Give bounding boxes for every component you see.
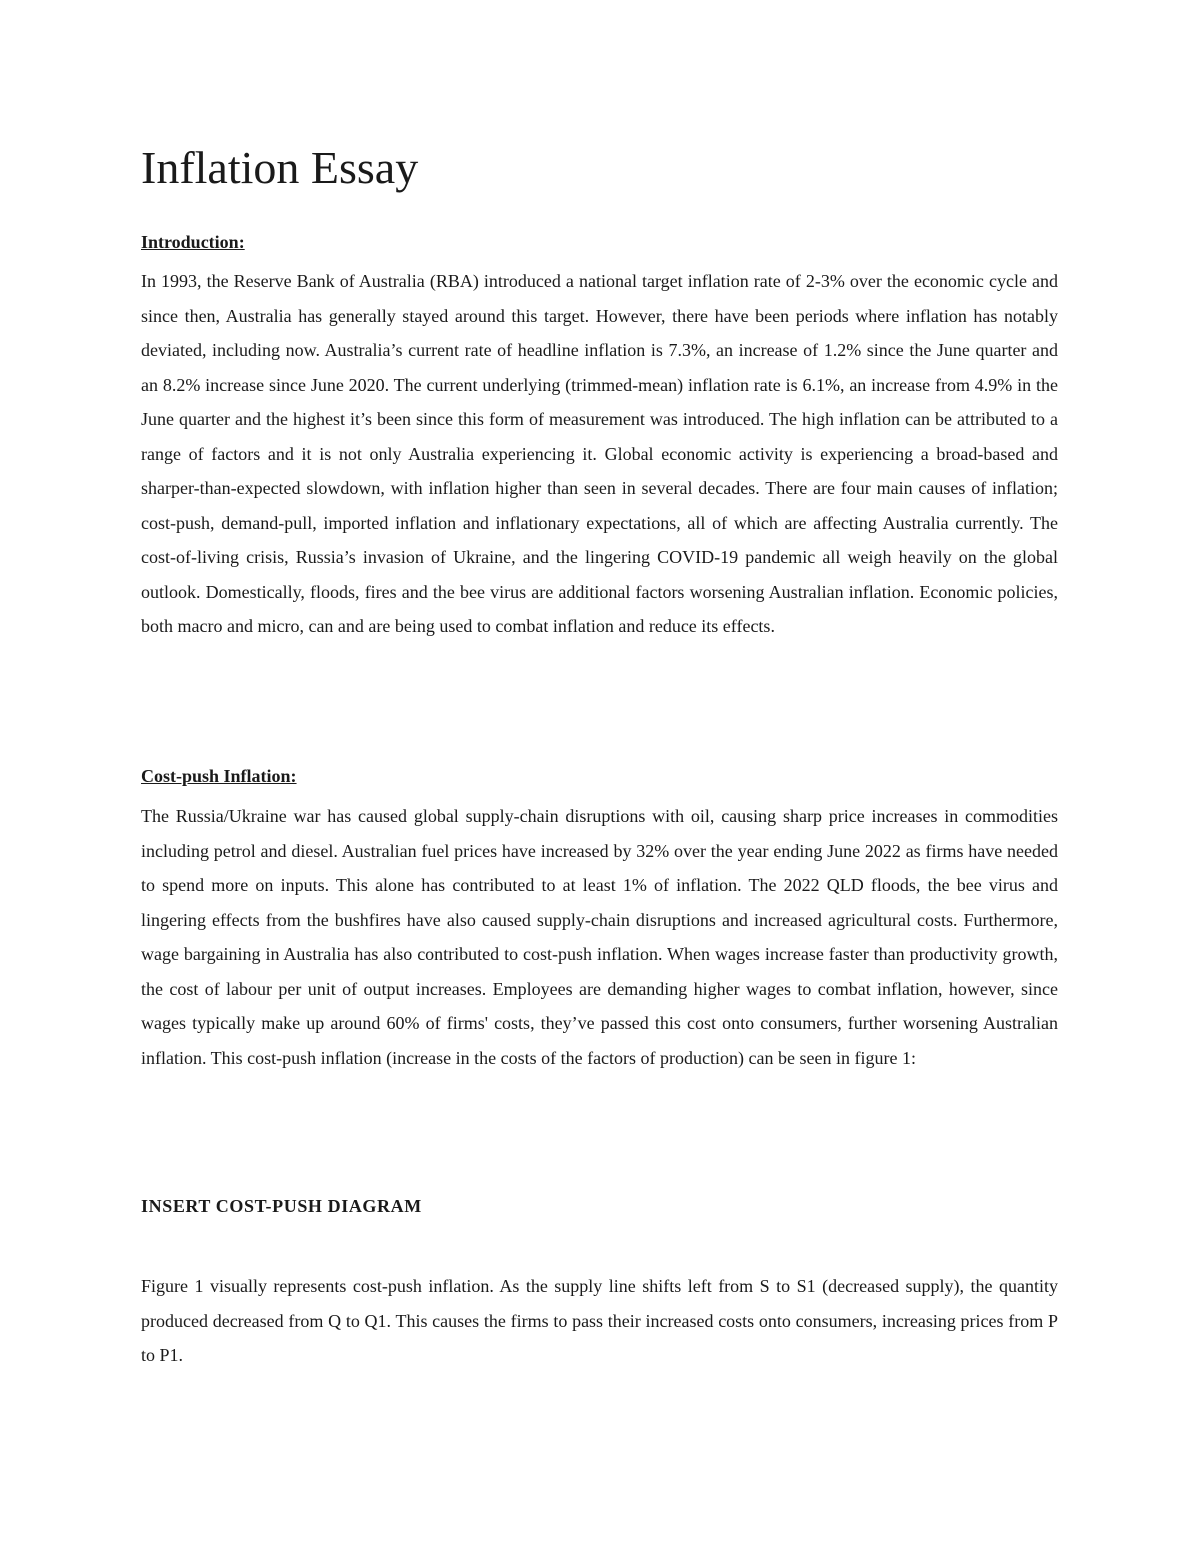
paragraph-introduction: In 1993, the Reserve Bank of Australia (RBA) introduced a national target inflation rate of 2-3% over the economic cycle and since then, Australia has generally stayed around this target. However, there have been periods where inflation has notably deviated, including now. Australia’s current rate of headline inflation is 7.3%, an increase of 1.2% since the June quarter and an 8.2% increase since June 2020. The current underlying (trimmed-mean) inflation rate is 6.1%, an increase from 4.9% in the June quarter and the highest it’s been since this form of measurement was introduced. The high inflation can be attributed to a range of factors and it is not only Australia experiencing it. Global economic activity is experiencing a broad-based and sharper-than-expected slowdown, with inflation higher than seen in several decades. There are four main causes of inflation; cost-push, demand-pull, imported inflation and inflationary expectations, all of which are affecting Australia currently. The cost-of-living crisis, Russia’s invasion of Ukraine, and the lingering COVID-19 pandemic all weigh heavily on the global outlook. Domestically, floods, fires and the bee virus are additional factors worsening Australian inflation. Economic policies, both macro and micro, can and are being used to combat inflation and reduce its effects. (141, 271, 1058, 636)
section-heading-introduction: Introduction: (141, 232, 245, 252)
diagram-placeholder: INSERT COST-PUSH DIAGRAM (141, 1196, 422, 1216)
paragraph-cost-push: The Russia/Ukraine war has caused global supply-chain disruptions with oil, causing sharp price increases in commodities including petrol and diesel. Australian fuel prices have increased by 32% over the year ending June 2022 as firms have needed to spend more on inputs. This alone has contributed to at least 1% of inflation. The 2022 QLD floods, the bee virus and lingering effects from the bushfires have also caused supply-chain disruptions and increased agricultural costs. Furthermore, wage bargaining in Australia has also contributed to cost-push inflation. When wages increase faster than productivity growth, the cost of labour per unit of output increases. Employees are demanding higher wages to combat inflation, however, since wages typically make up around 60% of firms' costs, they’ve passed this cost onto consumers, further worsening Australian inflation. This cost-push inflation (increase in the costs of the factors of production) can be seen in figure 1: (141, 806, 1058, 1068)
section-heading-cost-push: Cost-push Inflation: (141, 766, 297, 786)
document-title: Inflation Essay (141, 142, 419, 193)
paragraph-figure-1: Figure 1 visually represents cost-push inflation. As the supply line shifts left from S to S1 (decreased supply), the quantity produced decreased from Q to Q1. This causes the firms to pass their increased costs onto consumers, increasing prices from P to P1. (141, 1276, 1058, 1365)
document-page (141, 0, 1058, 1553)
